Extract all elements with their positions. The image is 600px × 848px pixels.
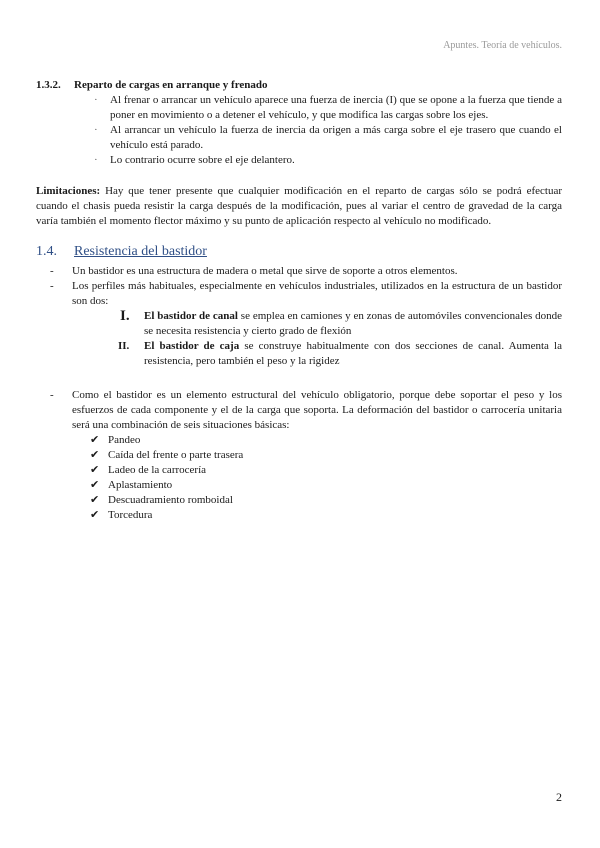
list-item: ✔ Pandeo xyxy=(90,434,141,446)
frame-list xyxy=(36,264,562,309)
subsection-title: Reparto de cargas en arranque y frenado xyxy=(74,79,268,91)
list-item: - Un bastidor es una estructura de madera o metal que sirve de soporte a otros elementos. xyxy=(50,265,458,277)
frame-type-name: El bastidor de caja xyxy=(144,340,240,352)
subsection-number: 1.3.2. xyxy=(36,79,61,91)
checkmark-icon: ✔ xyxy=(90,479,100,491)
frame-types-list xyxy=(36,309,562,369)
list-item: ✔ Caída del frente o parte trasera xyxy=(90,449,244,461)
dash-marker: - xyxy=(50,389,54,401)
checkmark-icon: ✔ xyxy=(90,449,100,461)
list-item: ✔ Aplastamiento xyxy=(90,479,173,491)
section-title: Resistencia del bastidor xyxy=(74,244,207,259)
list-item: · Lo contrario ocurre sobre el eje delantero. xyxy=(94,154,295,166)
list-item: ✔ Torcedura xyxy=(90,509,153,521)
checkmark-icon: ✔ xyxy=(90,464,100,476)
frame-type-name: El bastidor de canal xyxy=(144,310,238,322)
list-item: - Los perfiles más habituales, especialmente en vehículos industriales, utilizados en la estructura de un bastidor son dos: xyxy=(50,280,562,307)
bullet-marker: · xyxy=(94,94,98,106)
limitations-paragraph xyxy=(36,184,562,229)
dash-marker: - xyxy=(50,280,54,292)
subsection-heading xyxy=(36,78,562,93)
checkmark-icon: ✔ xyxy=(90,509,100,521)
roman-marker: I. xyxy=(120,308,130,324)
running-header: Apuntes. Teoría de vehículos. xyxy=(443,40,562,51)
dash-marker: - xyxy=(50,265,54,277)
list-item: I. El bastidor de canal se emplea en camiones y en zonas de automóviles convencionales donde se necesita resistencia y cierto grado de flexión xyxy=(120,308,562,337)
list-item: · Al arrancar un vehículo la fuerza de inercia da origen a más carga sobre el eje trasero que cuando el vehículo está parado. xyxy=(94,124,562,151)
section-number: 1.4. xyxy=(36,244,57,259)
limitations-text: Hay que tener presente que cualquier modificación en el reparto de cargas sólo se podrá efectuar cuando el chasis pueda resistir la carga después de la modificación, pues al variar el centro de gravedad de la carga varía también el momento flector máximo y su punto de aplicación respecto al vehículo no modificado. xyxy=(36,185,562,227)
checkmark-icon: ✔ xyxy=(90,434,100,446)
deformation-intro xyxy=(36,388,562,433)
section-heading xyxy=(36,243,562,261)
list-item: - Como el bastidor es un elemento estructural del vehículo obligatorio, porque debe soportar el peso y los esfuerzos de cada componente y el de la carga que soporta. La deformación del bastidor o carrocería unitaria será una combinación de seis situaciones básicas: xyxy=(50,389,562,431)
braking-bullets xyxy=(36,93,562,168)
roman-marker: II. xyxy=(118,340,130,352)
list-item: II. El bastidor de caja se construye habitualmente con dos secciones de canal. Aumenta la resistencia, pero también el peso y la rigidez xyxy=(118,340,562,367)
list-item: ✔ Descuadramiento romboidal xyxy=(90,494,233,506)
bullet-marker: · xyxy=(94,124,98,136)
limitations-label: Limitaciones: xyxy=(36,185,101,197)
bullet-marker: · xyxy=(94,154,98,166)
page-number: 2 xyxy=(556,790,562,804)
list-item: · Al frenar o arrancar un vehículo aparece una fuerza de inercia (I) que se opone a la fuerza que tiende a poner en movimiento o a detener el vehículo, y que modifica las cargas sobre los ejes. xyxy=(94,94,562,121)
list-item: ✔ Ladeo de la carrocería xyxy=(90,464,207,476)
document-body xyxy=(36,78,562,523)
checkmark-icon: ✔ xyxy=(90,494,100,506)
deformation-situations xyxy=(36,433,562,523)
